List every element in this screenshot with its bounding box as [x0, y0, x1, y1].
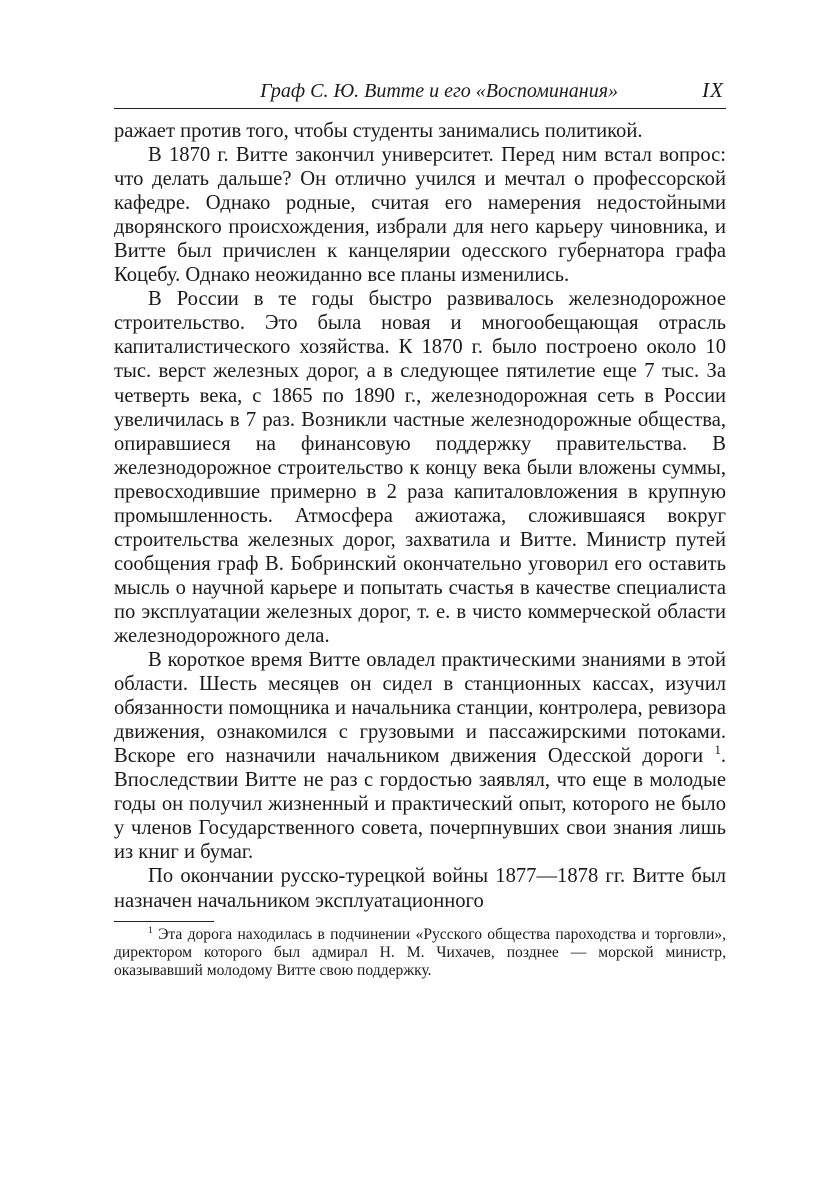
footnote-text: Эта дорога находилась в подчинении «Русского общества пароходства и торговли», директором которого был адмирал Н. М. Чихачев, позднее — морской министр, оказывавший молодому Витте свою поддержку. [114, 925, 727, 980]
footnote-mark: 1 [148, 924, 153, 936]
paragraph-4 [114, 648, 726, 864]
paragraph-2: В 1870 г. Витте закончил университет. Перед ним встал вопрос: что делать дальше? Он отлично учился и мечтал о профессорской кафедре. Однако родные, считая его намерения недостойными дворянского происхождения, избрали для него карьеру чиновника, и Витте был причислен к канцелярии одесского губернатора графа Коцебу. Однако неожиданно все планы изменились. [114, 144, 726, 287]
book-page [114, 74, 726, 981]
footnote-1 [114, 926, 726, 981]
running-head-title: Граф С. Ю. Витте и его «Воспоминания» [260, 80, 618, 102]
paragraph-1: ражает против того, чтобы студенты занимались политикой. [114, 120, 643, 142]
footnotes [114, 926, 726, 981]
page-number: IX [702, 78, 724, 102]
footnote-divider [114, 921, 214, 922]
footnote-reference: 1 [714, 743, 721, 758]
body-text [114, 119, 726, 913]
paragraph-5: По окончании русско-турецкой войны 1877—1878 гг. Витте был назначен начальником эксплуатационного [114, 865, 726, 912]
paragraph-4-text-b: . Впоследствии Витте не раз с гордостью заявлял, что еще в молодые годы он получил жизненный и практический опыт, которого не было у членов Государственного совета, почерпнувших свои знания лишь из книг и бумаг. [114, 745, 726, 864]
running-head [114, 74, 726, 109]
paragraph-3: В России в те годы быстро развивалось железнодорожное строительство. Это была новая и многообещающая отрасль капиталистического хозяйства. К 1870 г. было построено около 10 тыс. верст железных дорог, а в следующее пятилетие еще 7 тыс. За четверть века, с 1865 по 1890 г., железнодорожная сеть в России увеличилась в 7 раз. Возникли частные железнодорожные общества, опиравшиеся на финансовую поддержку правительства. В железнодорожное строительство к концу века были вложены суммы, превосходившие примерно в 2 раза капиталовложения в крупную промышленность. Атмосфера ажиотажа, сложившаяся вокруг строительства железных дорог, захватила и Витте. Министр путей сообщения граф В. Бобринский окончательно уговорил его оставить мысль о научной карьере и попытать счастья в качестве специалиста по эксплуатации железных дорог, т. е. в чисто коммерческой области железнодорожного дела. [114, 288, 726, 647]
paragraph-4-text-a: В короткое время Витте овладел практическими знаниями в этой области. Шесть месяцев он сидел в станционных кассах, изучил обязанности помощника и начальника станции, контролера, ревизора движения, ознакомился с грузовыми и пассажирскими потоками. Вскоре его назначили начальником движения Одесской дороги [114, 649, 726, 768]
